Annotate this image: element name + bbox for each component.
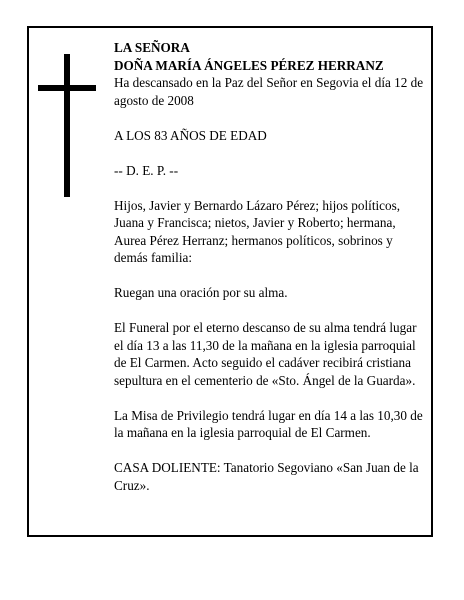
deceased-name: DOÑA MARÍA ÁNGELES PÉREZ HERRANZ [114,57,384,73]
prayer-request: Ruegan una oración por su alma. [114,285,288,300]
cross-vertical-bar [64,54,70,197]
family-paragraph: Hijos, Javier y Bernardo Lázaro Pérez; hijos políticos, Juana y Francisca; nietos, Javier y Roberto; hermana, Aurea Pérez Herranz; hermanos políticos, sobrinos y demás familia: [114,197,401,265]
obituary-text [114,39,426,494]
title-line-1: LA SEÑORA [114,40,190,55]
cross-horizontal-bar [38,85,96,91]
death-notice: Ha descansado en la Paz del Señor en Segovia el día 12 de agosto de 2008 [114,75,424,108]
mourning-house: CASA DOLIENTE: Tanatorio Segoviano «San Juan de la Cruz». [114,460,419,493]
rip-line: -- D. E. P. -- [114,162,179,178]
age-line: A LOS 83 AÑOS DE EDAD [114,127,267,143]
mass-paragraph: La Misa de Privilegio tendrá lugar en día 14 a las 10,30 de la mañana en la iglesia parroquial de El Carmen. [114,407,423,440]
funeral-paragraph: El Funeral por el eterno descanso de su alma tendrá lugar el día 13 a las 11,30 de la mañana en la iglesia parroquial de El Carmen. Acto seguido el cadáver recibirá cristiana sepultura en el cementerio de «Sto. Ángel de la Guarda». [114,320,417,388]
